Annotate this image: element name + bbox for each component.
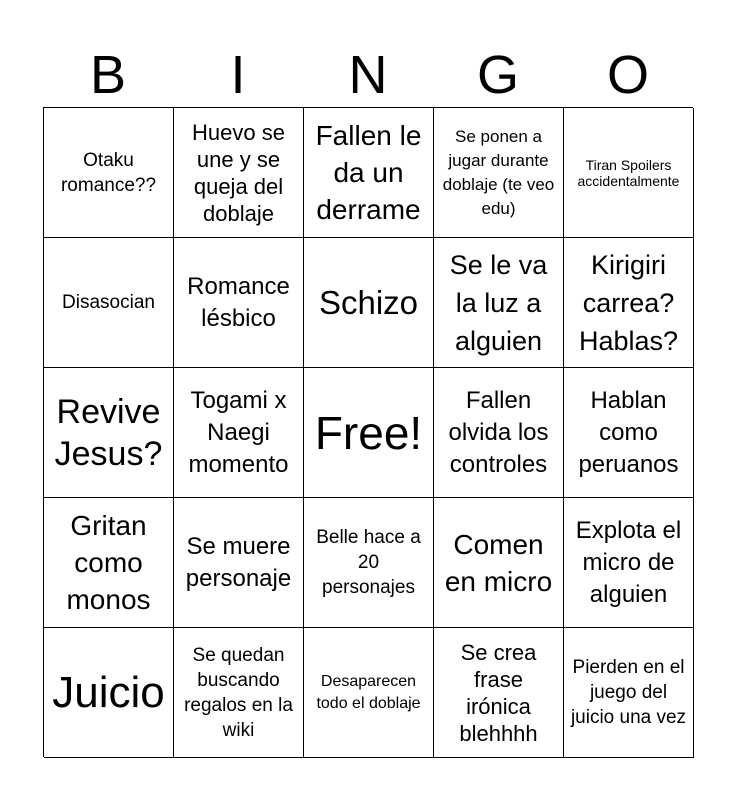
bingo-cell-r5c5[interactable] <box>564 628 694 758</box>
cell-text: Pierden en el juego del juicio una vez <box>570 657 687 728</box>
header-letter-n: N <box>348 45 388 105</box>
bingo-cell-r1c2[interactable] <box>174 108 304 238</box>
cell-text: Se muere personaje <box>185 532 292 592</box>
cell-text: Se le va la luz a alguien <box>449 249 548 356</box>
cell-text: Romance lésbico <box>187 272 290 332</box>
bingo-cell-r1c1[interactable] <box>44 108 174 238</box>
header-letter-g: G <box>476 45 519 105</box>
bingo-cell-r3c2[interactable] <box>174 368 304 498</box>
bingo-cell-r5c1[interactable] <box>44 628 174 758</box>
header-letter-b: B <box>89 45 127 105</box>
header-letter-o: O <box>606 45 649 105</box>
bingo-cell-r4c3[interactable] <box>304 498 434 628</box>
cell-text: Fallen olvida los controles <box>448 386 549 478</box>
bingo-header <box>43 44 693 106</box>
cell-text: Tiran Spoilers accidentalmente <box>577 156 680 189</box>
cell-text: Disasocian <box>62 292 155 313</box>
bingo-cell-r2c1[interactable] <box>44 238 174 368</box>
cell-text: Juicio <box>52 667 165 717</box>
bingo-cell-r2c2[interactable] <box>174 238 304 368</box>
cell-text: Huevo se une y se queja del doblaje <box>192 119 285 226</box>
bingo-cell-r4c1[interactable] <box>44 498 174 628</box>
bingo-board <box>43 107 693 757</box>
cell-text: Kirigiri carrea? Hablas? <box>578 249 679 356</box>
cell-text: Explota el micro de alguien <box>575 516 682 608</box>
cell-text: Desaparecen todo el doblaje <box>316 672 421 712</box>
bingo-cell-r3c4[interactable] <box>434 368 564 498</box>
bingo-cell-r2c3[interactable] <box>304 238 434 368</box>
bingo-cell-r2c4[interactable] <box>434 238 564 368</box>
bingo-cell-r4c5[interactable] <box>564 498 694 628</box>
cell-text: Revive Jesus? <box>54 392 163 473</box>
bingo-cell-r5c4[interactable] <box>434 628 564 758</box>
bingo-cell-r4c4[interactable] <box>434 498 564 628</box>
cell-text: Se quedan buscando regalos en la wiki <box>184 644 293 741</box>
header-letter-i: I <box>230 45 246 105</box>
free-space: Free! <box>314 406 423 459</box>
bingo-cell-r5c3[interactable] <box>304 628 434 758</box>
cell-text: Hablan como peruanos <box>578 386 679 478</box>
cell-text: Otaku romance?? <box>60 149 157 196</box>
cell-text: Fallen le da un derrame <box>315 120 422 225</box>
cell-text: Belle hace a 20 personajes <box>316 527 421 598</box>
bingo-cell-r5c2[interactable] <box>174 628 304 758</box>
bingo-cell-r3c1[interactable] <box>44 368 174 498</box>
cell-text: Se crea frase irónica blehhhh <box>459 639 538 746</box>
bingo-cell-r4c2[interactable] <box>174 498 304 628</box>
bingo-cell-r3c3[interactable] <box>304 368 434 498</box>
bingo-cell-r3c5[interactable] <box>564 368 694 498</box>
cell-text: Togami x Naegi momento <box>188 386 289 478</box>
bingo-cell-r1c4[interactable] <box>434 108 564 238</box>
bingo-cell-r1c3[interactable] <box>304 108 434 238</box>
bingo-cell-r1c5[interactable] <box>564 108 694 238</box>
bingo-cell-r2c5[interactable] <box>564 238 694 368</box>
cell-text: Se ponen a jugar durante doblaje (te veo edu) <box>442 126 555 218</box>
cell-text: Comen en micro <box>444 528 553 597</box>
cell-text: Gritan como monos <box>66 510 151 615</box>
cell-text: Schizo <box>318 283 419 321</box>
